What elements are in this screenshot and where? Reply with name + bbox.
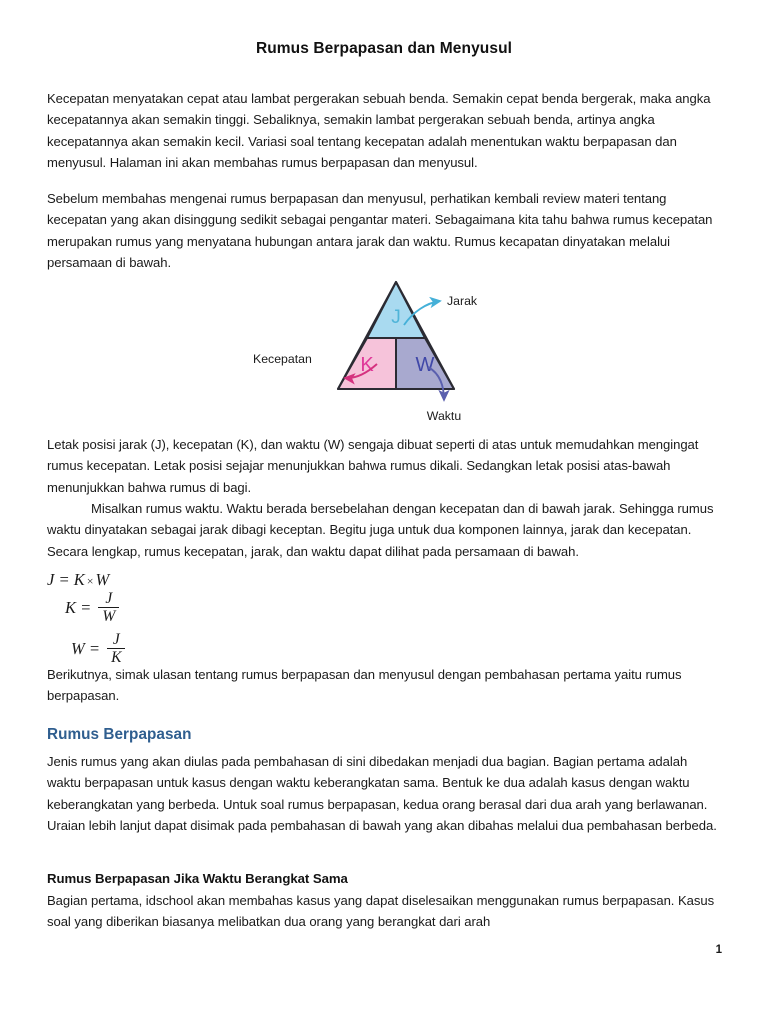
eq3-lhs: W: [71, 638, 85, 658]
paragraph-5: Berikutnya, simak ulasan tentang rumus berpapasan dan menyusul dengan pembahasan pertama yaitu rumus berpapasan.: [47, 667, 682, 704]
triangle-diagram-svg: [47, 272, 721, 424]
label-kecepatan: Kecepatan: [253, 352, 312, 366]
label-waktu: Waktu: [426, 409, 462, 423]
page-number: 1: [715, 944, 722, 956]
figure-triangle-formula: [47, 272, 721, 424]
eq1-lhs: J: [47, 570, 55, 589]
eq3-fraction: [107, 632, 125, 666]
label-jarak: Jarak: [447, 294, 478, 308]
eq2-numerator: J: [105, 590, 113, 607]
paragraph-4: Misalkan rumus waktu. Waktu berada bersebelahan dengan kecepatan dan di bawah jarak. Sehingga rumus waktu dinyatakan sebagai jarak dibagi keceptan. Begitu juga untuk dua komponen lainnya, jarak dan kecepatan. Secara lengkap, rumus kecepatan, jarak, dan waktu dapat dilihat pada persamaan di bawah.: [47, 501, 714, 559]
paragraph-3: Letak posisi jarak (J), kecepatan (K), dan waktu (W) sengaja dibuat seperti di atas untuk memudahkan mengingat rumus kecepatan. Letak posisi sejajar menunjukkan bahwa rumus dikali. Sedangkan letak posisi atas-bawah menunjukkan bahwa rumus di bagi.: [47, 437, 699, 495]
paragraph-2: Sebelum membahas mengenai rumus berpapasan dan menyusul, perhatikan kembali review materi tentang kecepatan yang akan disinggung sedikit sebagai pengantar materi. Sebagaimana kita tahu bahwa rumus kecepatan merupakan rumus yang menyatana hubungan antara jarak dan waktu. Rumus kecapatan dinyatakan melalui persamaan di bawah.: [47, 191, 713, 270]
letter-j: J: [391, 307, 401, 328]
paragraph-7: Bagian pertama, idschool akan membahas kasus yang dapat diselesaikan menggunakan rumus berpapasan. Kasus soal yang diberikan biasanya melibatkan dua orang yang berangkat dari arah: [47, 893, 715, 930]
equation-kecepatan: [65, 590, 119, 625]
eq2-op: =: [80, 597, 92, 617]
letter-w: W: [415, 354, 435, 376]
page-title: Rumus Berpapasan dan Menyusul: [255, 40, 513, 57]
eq3-numerator: J: [112, 631, 120, 648]
eq1-rhs-a: K: [73, 570, 85, 589]
paragraph-1: Kecepatan menyatakan cepat atau lambat pergerakan sebuah benda. Semakin cepat benda bergerak, maka angka kecepatannya akan semakin tinggi. Sebaliknya, semakin lambat pergerakan sebuah benda, artinya angka kecepatannya akan semakin kecil. Variasi soal tentang kecepatan adalah menentukan waktu berpapasan dan menyusul. Halaman ini akan membahas rumus berpapasan dan menyusul.: [47, 91, 711, 170]
eq2-fraction: [98, 591, 119, 625]
eq3-denominator: K: [111, 649, 122, 666]
eq2-denominator: W: [102, 608, 116, 625]
section-heading-rumus-berpapasan: Rumus Berpapasan: [47, 726, 192, 743]
letter-k: K: [360, 354, 374, 376]
subheading-waktu-berangkat-sama: Rumus Berpapasan Jika Waktu Berangkat Sama: [47, 871, 348, 886]
eq2-lhs: K: [65, 597, 77, 617]
eq1-op: =: [58, 570, 70, 589]
equation-waktu: [71, 631, 125, 666]
paragraph-6: Jenis rumus yang akan diulas pada pembahasan di sini dibedakan menjadi dua bagian. Bagian pertama adalah waktu berpapasan untuk kasus dengan waktu keberangkatan sama. Bentuk ke dua adalah kasus dengan waktu keberangkatan yang berbeda. Untuk soal rumus berpapasan, kedua orang berasal dari dua arah yang berlawanan. Uraian lebih lanjut dapat disimak pada pembahasan di bawah yang akan dibahas melalui dua pembahasan berbeda.: [47, 754, 717, 833]
eq3-op: =: [88, 638, 101, 658]
eq1-times: ×: [86, 574, 94, 588]
eq1-rhs-b: W: [95, 570, 110, 589]
